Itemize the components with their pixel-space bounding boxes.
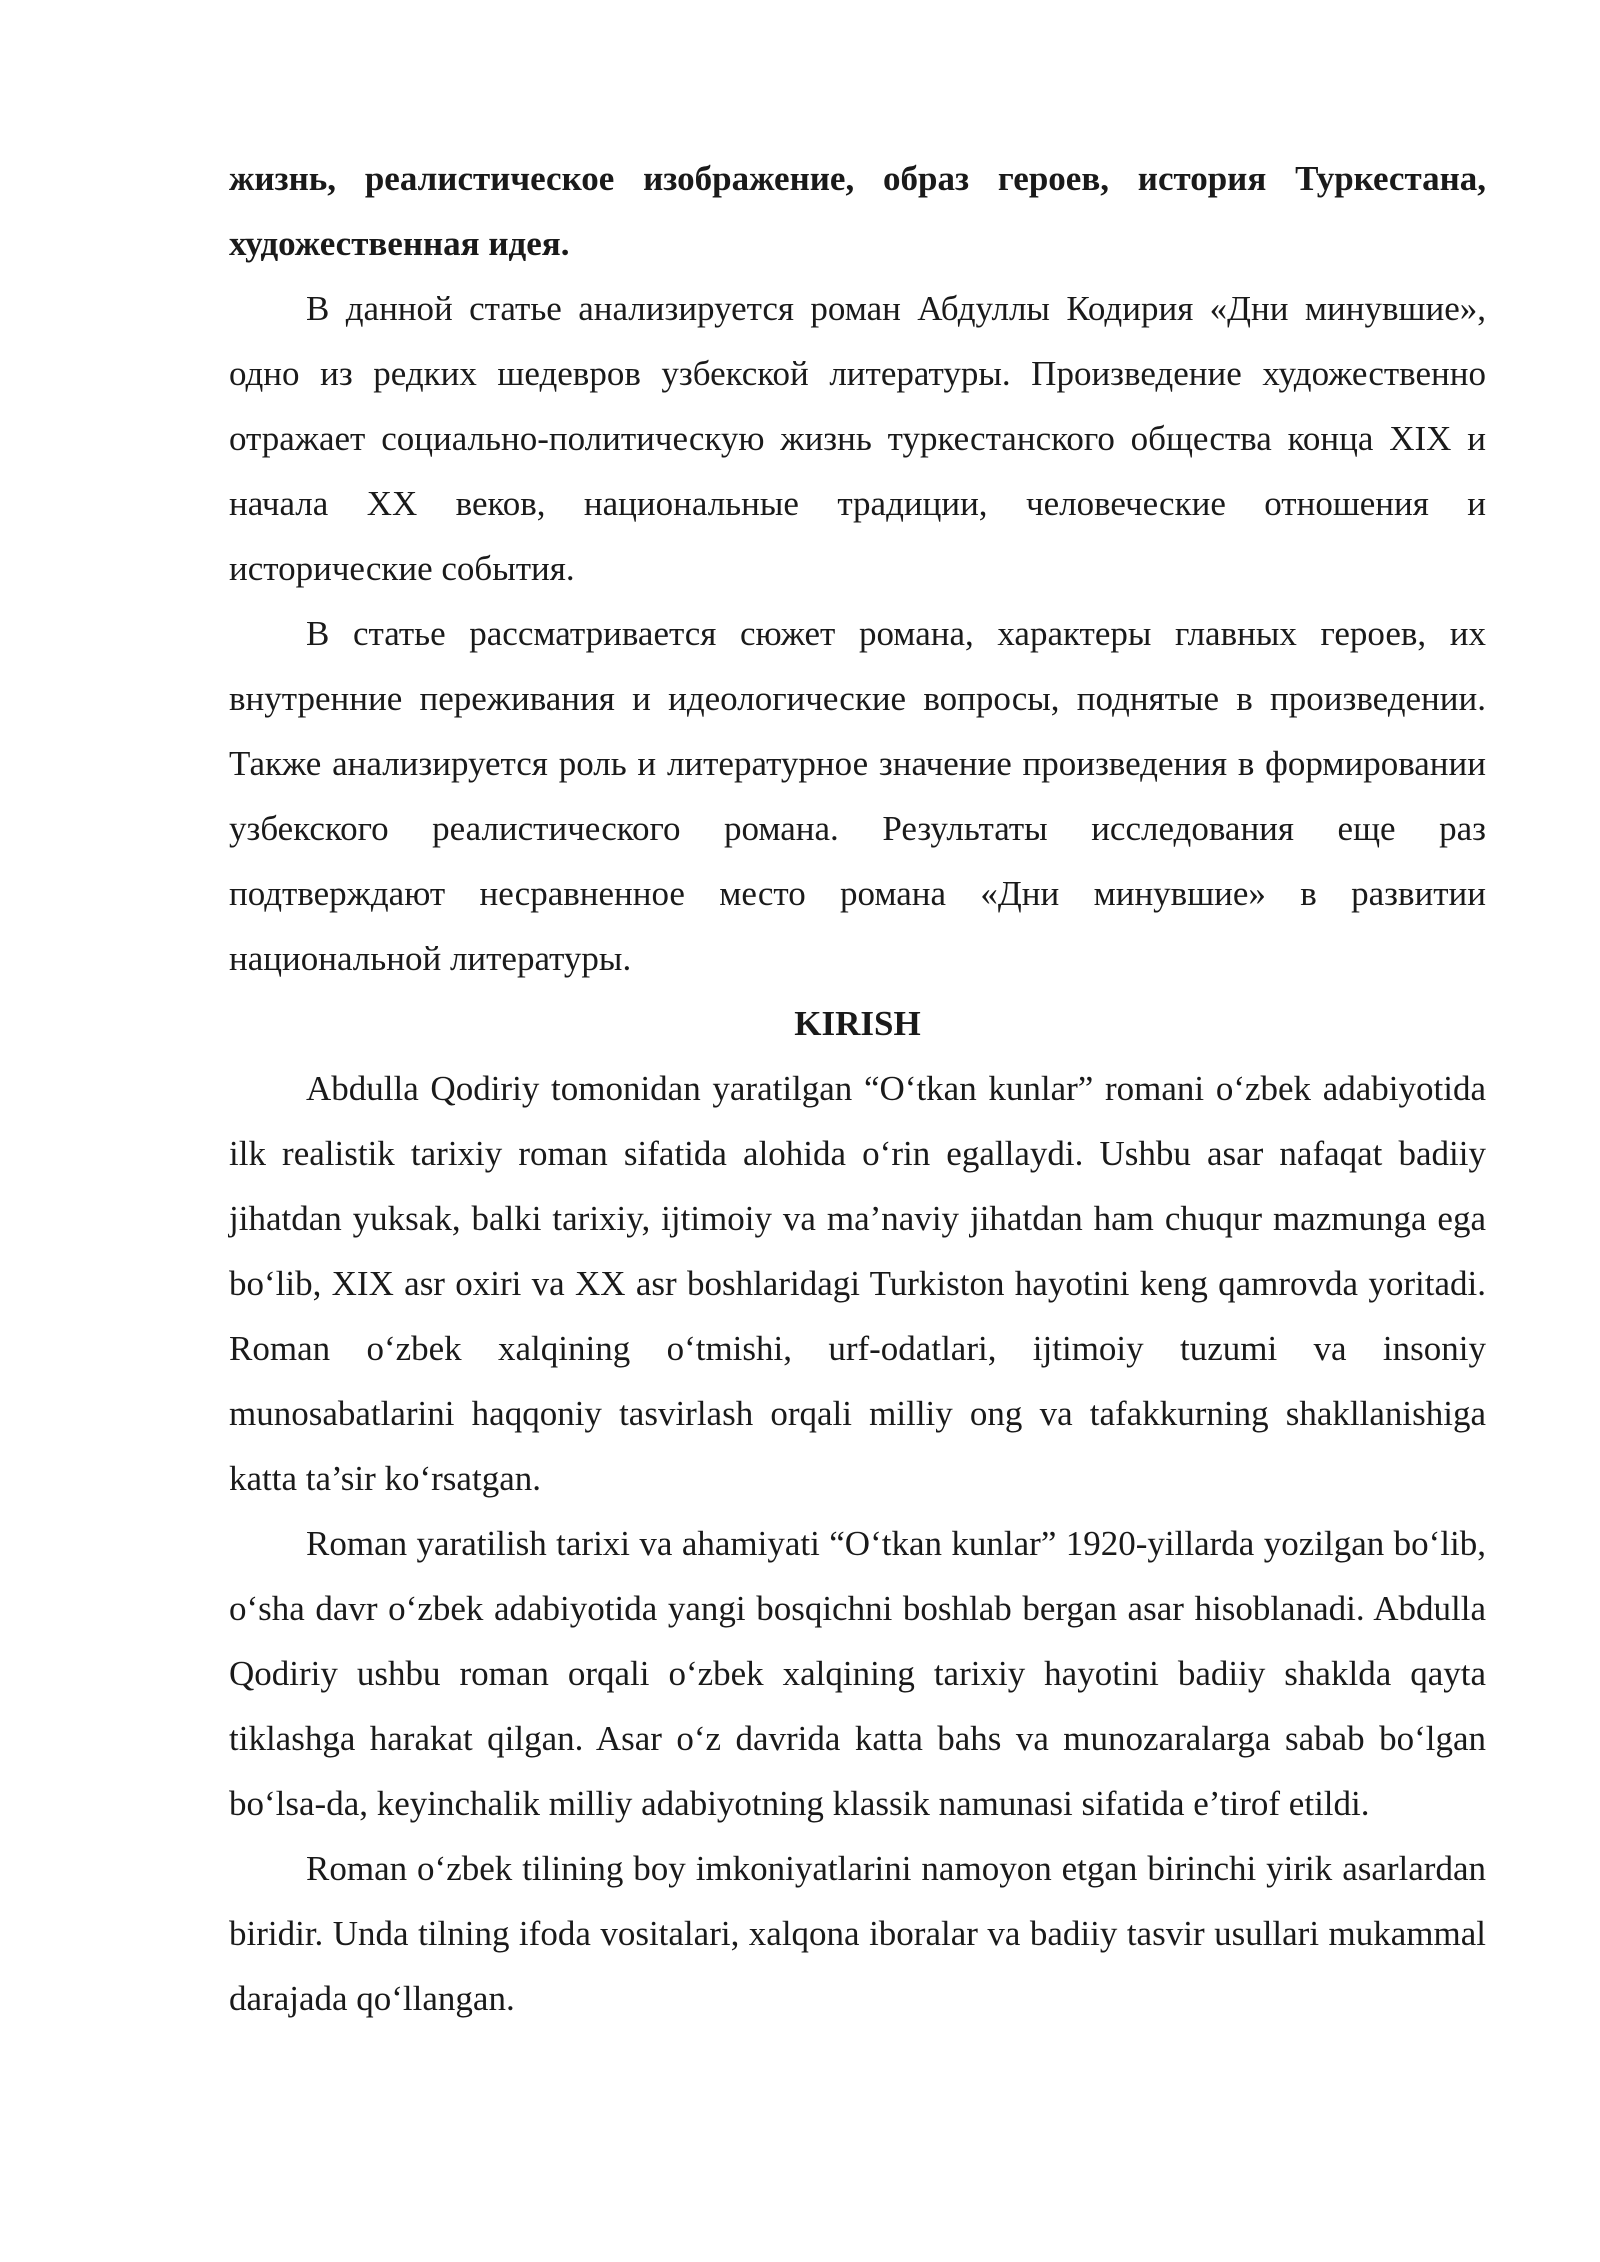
keywords-continued: жизнь, реалистическое изображение, образ героев, история Туркестана, художественная идея. — [229, 159, 1486, 263]
intro-paragraph: Roman yaratilish tarixi va ahamiyati “O‘tkan kunlar” 1920-yillarda yozilgan bo‘lib, o‘sha davr o‘zbek adabiyotida yangi bosqichni boshlab bergan asar hisoblanadi. Abdulla Qodiriy ushbu roman orqali o‘zbek xalqining tarixiy hayotini badiiy shaklda qayta tiklashga harakat qilgan. Asar o‘z davrida katta bahs va munozaralarga sabab bo‘lgan bo‘lsa-da, keyinchalik milliy adabiyotning klassik namunasi sifatida e’tirof etildi. — [229, 1524, 1486, 1823]
abstract-paragraph: В статье рассматривается сюжет романа, характеры главных героев, их внутренние переживания и идеологические вопросы, поднятые в произведении. Также анализируется роль и литературное значение произведения в формировании узбекского реалистического романа. Результаты исследования еще раз подтверждают несравненное место романа «Дни минувшие» в развитии национальной литературы. — [229, 614, 1486, 978]
intro-paragraph: Roman o‘zbek tilining boy imkoniyatlarini namoyon etgan birinchi yirik asarlardan biridir. Unda tilning ifoda vositalari, xalqona iboralar va badiiy tasvir usullari mukammal darajada qo‘llangan. — [229, 1849, 1486, 2018]
section-heading: KIRISH — [794, 1004, 921, 1043]
page-content — [229, 146, 1486, 2031]
intro-paragraph: Abdulla Qodiriy tomonidan yaratilgan “O‘tkan kunlar” romani o‘zbek adabiyotida ilk realistik tarixiy roman sifatida alohida o‘rin egallaydi. Ushbu asar nafaqat badiiy jihatdan yuksak, balki tarixiy, ijtimoiy va ma’naviy jihatdan ham chuqur mazmunga ega bo‘lib, XIX asr oxiri va XX asr boshlaridagi Turkiston hayotini keng qamrovda yoritadi. Roman o‘zbek xalqining o‘tmishi, urf-odatlari, ijtimoiy tuzumi va insoniy munosabatlarini haqqoniy tasvirlash orqali milliy ong va tafakkurning shakllanishiga katta ta’sir ko‘rsatgan. — [229, 1069, 1486, 1498]
abstract-paragraph: В данной статье анализируется роман Абдуллы Кодирия «Дни минувшие», одно из редких шедевров узбекской литературы. Произведение художественно отражает социально-политическую жизнь туркестанского общества конца XIX и начала XX веков, национальные традиции, человеческие отношения и исторические события. — [229, 289, 1486, 588]
